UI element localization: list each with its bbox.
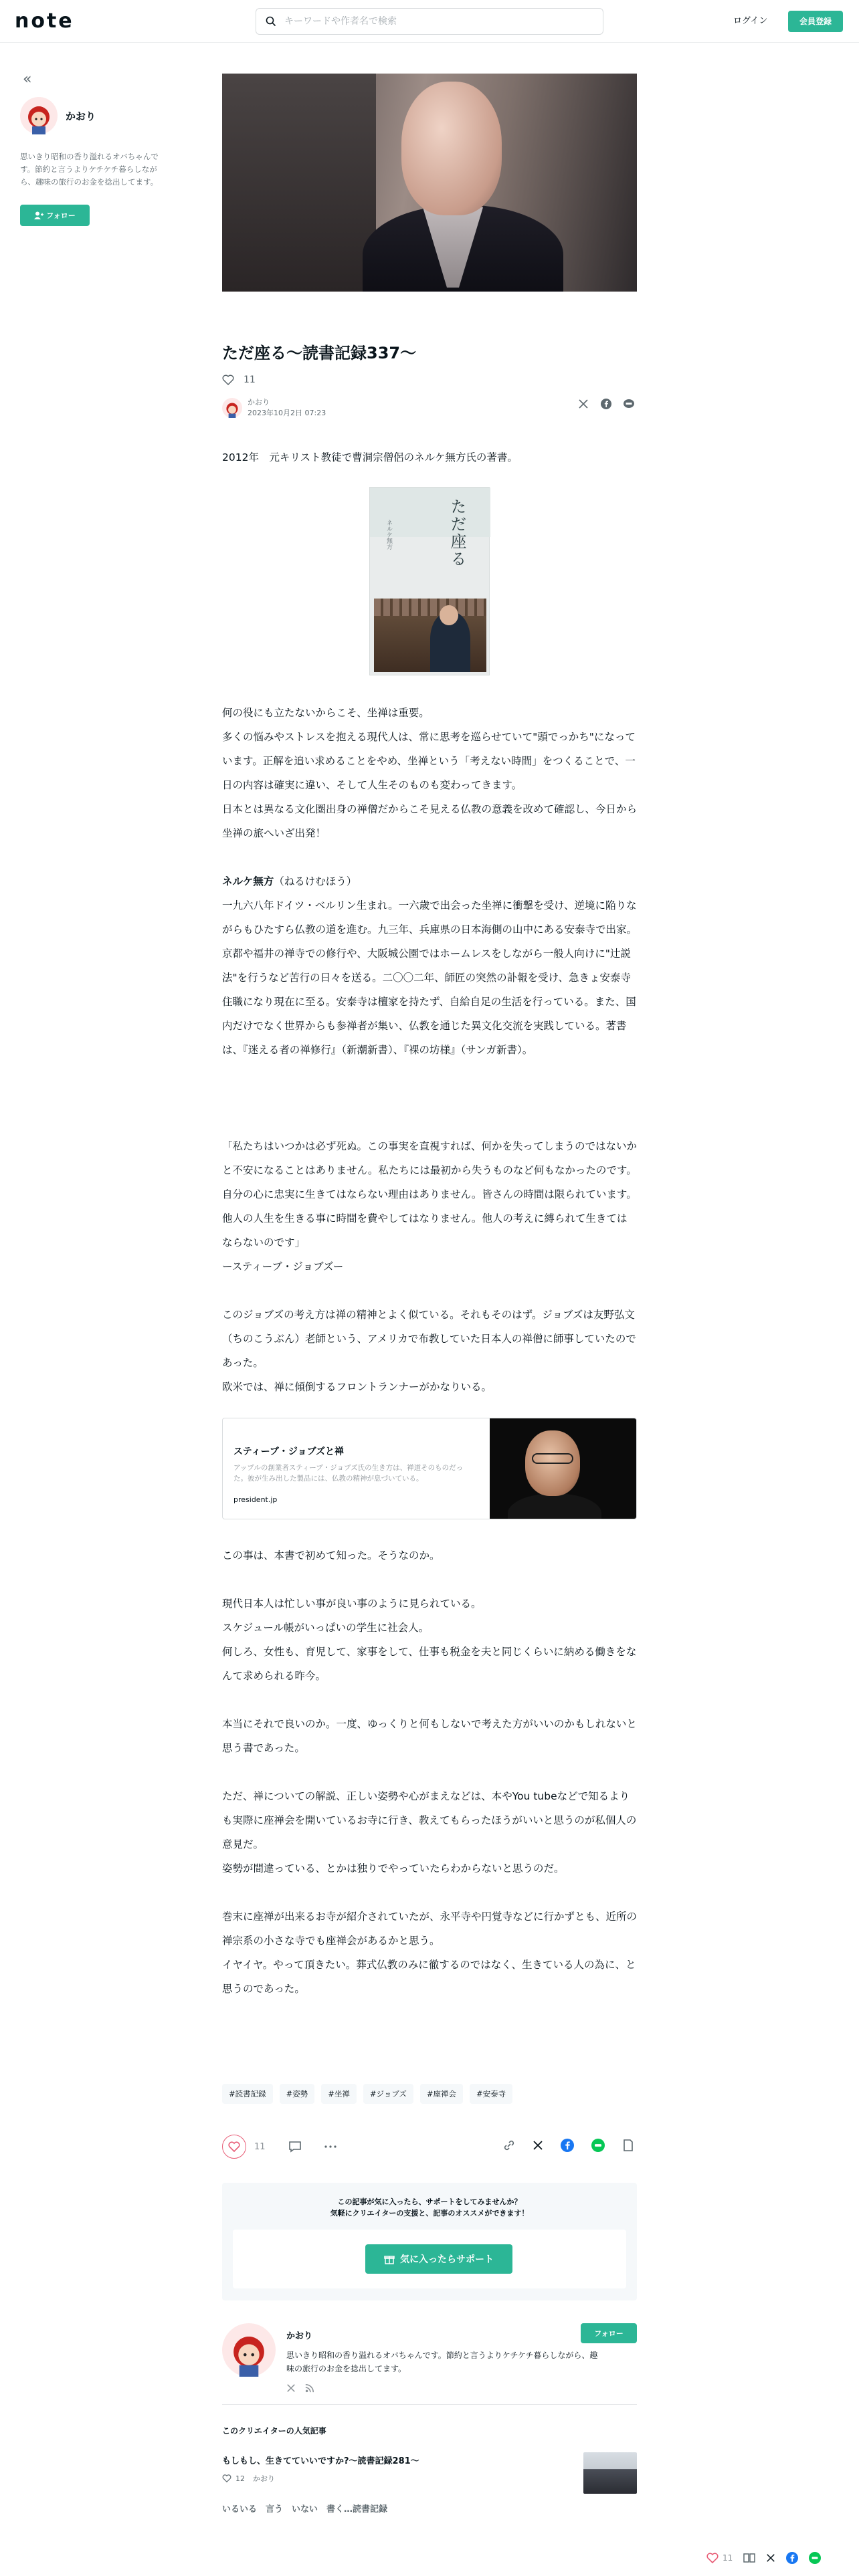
popular-article-title[interactable]: もしもし、生きてていいですか?〜読書記録281〜: [222, 2456, 419, 2466]
paragraph: 欧米では、禅に傾倒するフロントランナーがかなりいる。: [222, 1381, 492, 1393]
line-share-icon[interactable]: [809, 2552, 821, 2564]
support-message-2: 気軽にクリエイターの支援と、記事のオススメができます！: [330, 2209, 529, 2218]
sidebar: [20, 71, 181, 226]
facebook-share-icon[interactable]: [561, 2139, 574, 2152]
magazine-icon[interactable]: [743, 2553, 755, 2563]
tag[interactable]: #座禅会: [420, 2084, 463, 2104]
paragraph: イヤイヤ。やって頂きたい。葬式仏教のみに徹するのではなく、生きている人の為に、と思うのであった。: [222, 1959, 636, 1995]
article-title: ただ座る〜読書記録337〜: [222, 344, 417, 362]
x-share-icon[interactable]: [533, 2140, 543, 2151]
share-icons: [578, 399, 634, 409]
heart-icon[interactable]: [706, 2553, 719, 2563]
article-date: 2023年10月2日 07:23: [248, 409, 326, 417]
tag[interactable]: #坐禅: [321, 2084, 357, 2104]
author-avatar[interactable]: [20, 97, 58, 134]
paragraph: このジョブズの考え方は禅の精神とよく似ている。それもそのはず。ジョブズは友野弘文（ちのこうぶん）老師という、アメリカで布教していた日本人の禅僧に師事していたのであった。: [222, 1309, 636, 1369]
paragraph: 何しろ、女性も、育児して、家事をして、仕事も税金を夫と同じくらいに納める働きをなんて求められる昨今。: [222, 1646, 637, 1682]
support-button[interactable]: [365, 2244, 512, 2274]
sidebar-author[interactable]: [20, 97, 181, 134]
paragraph: 姿勢が間違っている、とかは独りでやっていたらわからないと思うのだ。: [222, 1862, 565, 1874]
support-message-1: この記事が気に入ったら、サポートをしてみませんか？: [337, 2197, 522, 2206]
paragraph: 多くの悩みやストレスを抱える現代人は、常に思考を巡らせていて"頭でっかち"になっています。正解を追い求めることをやめ、坐禅という「考えない時間」をつくることで、一日の内容は確実に違い、そして人生そのものも変わってきます。: [222, 731, 636, 791]
action-share-icons: [503, 2139, 634, 2152]
creator-card: [222, 2323, 637, 2405]
signup-button[interactable]: 会員登録: [788, 11, 843, 32]
comment-icon[interactable]: [288, 2141, 302, 2153]
search-icon: [266, 16, 276, 27]
paragraph: 巻末に座禅が出来るお寺が紹介されていたが、永平寺や円覚寺などに行かずとも、近所の禅宗系の小さな寺でも座禅会があるかと思う。: [222, 1911, 638, 1947]
search-input[interactable]: [284, 16, 579, 27]
popular-article-title[interactable]: いるいる 言う いない 書く…読書記録: [222, 2504, 388, 2514]
gift-icon: [384, 2254, 395, 2264]
article-author-row: [222, 395, 637, 421]
paragraph: 現代日本人は忙しい事が良い事のように見られている。: [222, 1598, 482, 1610]
heart-icon[interactable]: [222, 374, 234, 385]
rss-icon[interactable]: [305, 2383, 314, 2393]
heart-icon: [228, 2141, 240, 2152]
support-button-label: 気に入ったらサポート: [400, 2254, 494, 2265]
paragraph: スケジュール帳がいっぱいの学生に社会人。: [222, 1622, 430, 1634]
link-icon[interactable]: [503, 2139, 515, 2151]
like-count: 11: [254, 2141, 266, 2152]
paragraph: 何の役にも立たないからこそ、坐禅は重要。: [222, 707, 430, 719]
site-header: [0, 0, 859, 43]
search-box[interactable]: [256, 8, 603, 35]
x-profile-icon[interactable]: [286, 2383, 296, 2393]
author-profile-reading: （ねるけむほう）: [274, 875, 357, 887]
title-likes: [222, 374, 637, 385]
paragraph: [222, 869, 637, 893]
author-profile-name: ネルケ無方: [222, 875, 274, 887]
heart-icon: [222, 2474, 231, 2482]
embed-url: president.jp: [233, 1495, 278, 1504]
popular-article-likes: 12: [235, 2474, 245, 2483]
x-share-icon[interactable]: [578, 399, 589, 409]
creator-links: [286, 2383, 314, 2393]
tag[interactable]: #安泰寺: [470, 2084, 512, 2104]
line-share-icon[interactable]: [591, 2139, 605, 2152]
support-section: [222, 2183, 637, 2300]
tag-list: [222, 2084, 637, 2104]
creator-bio: 思いきり昭和の香り溢れるオバちゃんです。節約と言うよりケチケチ暮らしながら、趣味の旅行のお金を捻出してます。: [286, 2351, 598, 2373]
bookmark-icon[interactable]: [622, 2139, 634, 2151]
tag[interactable]: #読書記録: [222, 2084, 273, 2104]
action-bar: [222, 2133, 637, 2160]
floating-action-bar: [702, 2547, 856, 2569]
paragraph: 一九六八年ドイツ・ベルリン生まれ。一六歳で出会った坐禅に衝撃を受け、逆境に陥りながらもひたすら仏教の道を進む。九三年、兵庫県の日本海側の山中にある安泰寺で出家。京都や福井の禅寺での修行や、大阪城公園ではホームレスをしながら一般人向けに"辻説法"を行うなど苦行の日々を送る。二〇〇二年、師匠の突然の訃報を受け、急きょ安泰寺住職になり現在に至る。安泰寺は檀家を持たず、自給自足の生活を行っている。また、国内だけでなく世界からも参禅者が集い、仏教を通じた異文化交流を実践している。著書は、『迷える者の禅修行』（新潮新書）、『裸の坊様』（サンガ新書）。: [222, 899, 638, 1056]
paragraph: 2012年 元キリスト教徒で曹洞宗僧侶のネルケ無方氏の著書。: [222, 451, 518, 463]
popular-article-author: かおり: [253, 2474, 275, 2483]
creator-follow-button[interactable]: フォロー: [581, 2323, 637, 2343]
x-share-icon[interactable]: [766, 2553, 775, 2563]
embed-description: アップルの創業者スティーブ・ジョブズ氏の生き方は、禅道そのものだった。彼が生み出した製品には、仏教の精神が息づいている。: [233, 1464, 464, 1483]
sidebar-follow-label: フォロー: [46, 211, 76, 220]
popular-article-item[interactable]: [222, 2502, 637, 2514]
popular-heading: このクリエイターの人気記事: [222, 2426, 326, 2436]
article-author-avatar[interactable]: [222, 398, 242, 418]
line-share-icon[interactable]: [624, 399, 634, 409]
book-cover-author: ネルケ無方: [385, 520, 392, 550]
hero-image: [222, 74, 637, 292]
paragraph: ースティーブ・ジョブズー: [222, 1261, 344, 1273]
popular-article-item[interactable]: [222, 2454, 637, 2498]
add-user-icon: [34, 211, 43, 219]
sidebar-follow-button[interactable]: [20, 205, 90, 226]
tag[interactable]: #姿勢: [280, 2084, 315, 2104]
tag[interactable]: #ジョブズ: [363, 2084, 413, 2104]
article-body: [222, 445, 637, 2001]
article: [222, 74, 637, 2514]
popular-article-thumbnail[interactable]: [583, 2452, 637, 2494]
paragraph: 日本とは異なる文化圏出身の禅僧だからこそ見える仏教の意義を改めて確認し、今日から坐禅の旅へいざ出発！: [222, 803, 638, 839]
creator-avatar[interactable]: [222, 2323, 276, 2377]
popular-articles: [222, 2425, 637, 2514]
embed-card[interactable]: [222, 1418, 637, 1519]
book-cover-image: [369, 487, 490, 675]
book-cover-title: ただ座る: [448, 498, 466, 568]
floating-like-count: 11: [723, 2553, 733, 2563]
sidebar-author-name[interactable]: かおり: [66, 110, 96, 122]
paragraph: 本当にそれで良いのか。一度、ゆっくりと何もしないで考えた方がいいのかもしれないと思う書であった。: [222, 1718, 637, 1754]
login-button[interactable]: ログイン: [733, 16, 768, 26]
paragraph: この事は、本書で初めて知った。そうなのか。: [222, 1549, 440, 1562]
facebook-share-icon[interactable]: [601, 399, 611, 409]
facebook-share-icon[interactable]: [786, 2552, 798, 2564]
embed-title: スティーブ・ジョブズと禅: [233, 1446, 345, 1457]
sidebar-bio: 思いきり昭和の香り溢れるオバちゃんです。節約と言うよりケチケチ暮らしながら、趣味の旅行のお金を捻出してます。: [20, 152, 159, 187]
creator-name[interactable]: かおり: [286, 2331, 313, 2341]
collapse-sidebar-icon[interactable]: «: [23, 71, 32, 88]
article-author-name[interactable]: かおり: [248, 398, 270, 407]
paragraph: 「私たちはいつかは必ず死ぬ。この事実を直視すれば、何かを失ってしまうのではないかと不安になることはありません。私たちには最初から失うものなど何もなかったのです。自分の心に忠実に生きてはならない理由はありません。皆さんの時間は限られています。他人の人生を生きる事に時間を費やしてはなりません。他人の考えに縛られて生きてはならないのです」: [222, 1140, 638, 1249]
like-button[interactable]: [222, 2135, 246, 2159]
more-icon[interactable]: [324, 2145, 337, 2148]
title-like-count: 11: [244, 374, 256, 385]
note-logo[interactable]: note: [15, 9, 74, 33]
paragraph: ただ、禅についての解説、正しい姿勢や心がまえなどは、本やYou tubeなどで知るよりも実際に座禅会を開いているお寺に行き、教えてもらったほうがいいと思うのが私個人の意見だ。: [222, 1790, 637, 1850]
